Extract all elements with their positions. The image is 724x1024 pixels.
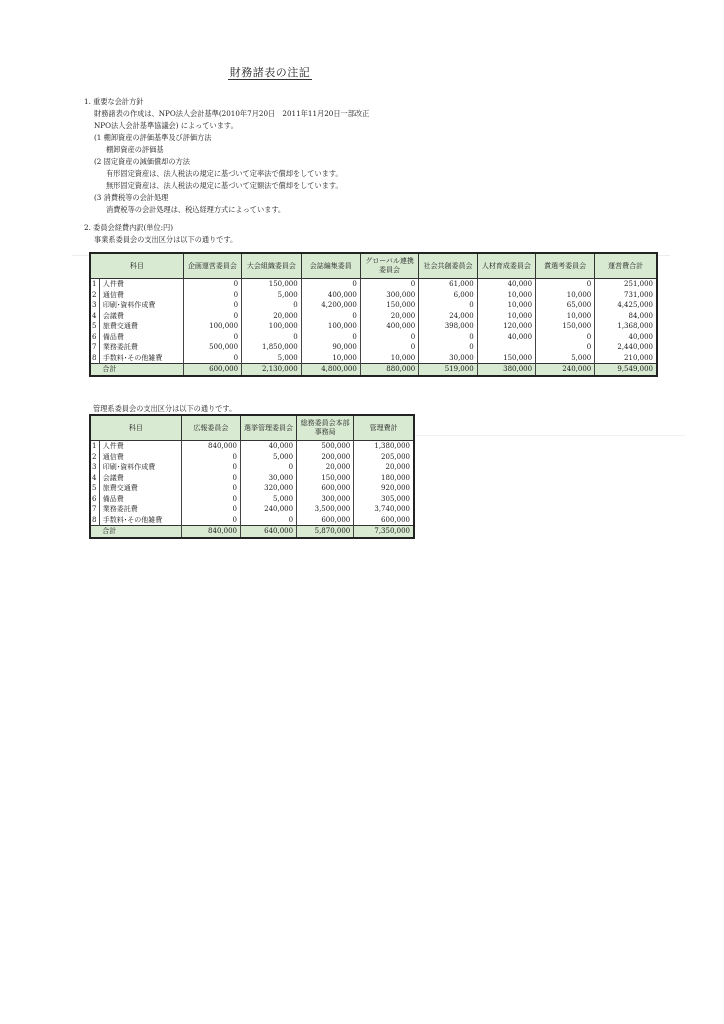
header-col: 管理費計	[354, 415, 414, 441]
row-number: 4	[90, 473, 99, 484]
table-row	[90, 300, 657, 311]
row-value: 500,000	[183, 342, 241, 353]
table-row	[90, 311, 657, 322]
row-value	[477, 342, 535, 353]
row-value: 0	[536, 332, 595, 343]
table-row	[90, 290, 657, 301]
row-value: 0	[536, 342, 595, 353]
row-value: 0	[242, 332, 302, 343]
table-row	[90, 473, 414, 484]
row-value: 150,000	[242, 279, 302, 290]
row-item: 人件費	[99, 441, 181, 452]
note-heading-2: 2. 委員会経費内訳(単位:円)	[84, 223, 174, 232]
row-value: 398,000	[419, 321, 477, 332]
table-row	[90, 279, 657, 290]
row-value: 4,200,000	[301, 300, 360, 311]
row-value: 40,000	[595, 332, 657, 343]
total-value: 519,000	[419, 364, 477, 376]
note-text: NPO法人会計基準協議会) によっています。	[94, 121, 238, 130]
row-value: 1,368,000	[595, 321, 657, 332]
management-committee-table	[89, 414, 415, 539]
row-value: 200,000	[297, 452, 354, 463]
row-value: 0	[181, 494, 240, 505]
row-value: 20,000	[354, 462, 414, 473]
row-value: 600,000	[297, 483, 354, 494]
row-value: 731,000	[595, 290, 657, 301]
row-value: 0	[242, 300, 302, 311]
row-value: 0	[183, 332, 241, 343]
row-value: 150,000	[536, 321, 595, 332]
note-subheading: (1 棚卸資産の評価基準及び評価方法	[94, 133, 212, 142]
header-col: 運営費合計	[595, 253, 657, 279]
row-number: 5	[90, 483, 99, 494]
row-value: 30,000	[241, 473, 297, 484]
row-value: 600,000	[354, 515, 414, 526]
header-col: グローバル連携委員会	[360, 253, 418, 279]
row-value: 0	[181, 515, 240, 526]
table-row	[90, 462, 414, 473]
header-col: 大会組織委員会	[242, 253, 302, 279]
row-value: 0	[181, 462, 240, 473]
row-value: 10,000	[477, 290, 535, 301]
row-item: 備品費	[99, 494, 181, 505]
row-value: 120,000	[477, 321, 535, 332]
row-value: 0	[181, 473, 240, 484]
row-number: 6	[90, 332, 99, 343]
header-col: 賞選考委員会	[536, 253, 595, 279]
total-value: 7,350,000	[354, 526, 414, 538]
row-number: 8	[90, 353, 99, 364]
row-value: 180,000	[354, 473, 414, 484]
note-subheading: (3 消費税等の会計処理	[94, 193, 169, 202]
table-row	[90, 353, 657, 364]
table-row	[90, 483, 414, 494]
row-value: 0	[181, 504, 240, 515]
header-item: 科目	[90, 253, 183, 279]
row-value: 0	[360, 342, 418, 353]
row-value: 300,000	[297, 494, 354, 505]
business-committee-table	[89, 252, 658, 377]
row-value: 5,000	[242, 353, 302, 364]
row-number: 3	[90, 300, 99, 311]
row-value: 24,000	[419, 311, 477, 322]
row-value: 0	[183, 290, 241, 301]
note-subheading: (2 固定資産の減価償却の方法	[94, 157, 190, 166]
row-value: 0	[183, 353, 241, 364]
row-value: 840,000	[181, 441, 240, 452]
row-value: 0	[181, 452, 240, 463]
business-caption: 事業系委員会の支出区分は以下の通りです。	[94, 235, 238, 244]
note-text: 消費税等の会計処理は、税込経理方式によっています。	[106, 205, 286, 214]
row-value: 10,000	[301, 353, 360, 364]
row-number	[90, 364, 99, 376]
table-row	[90, 515, 414, 526]
row-value: 20,000	[242, 311, 302, 322]
row-number: 3	[90, 462, 99, 473]
row-value: 150,000	[360, 300, 418, 311]
note-text: 無形固定資産は、法人税法の規定に基づいて定額法で償却をしています。	[106, 181, 343, 190]
row-number: 7	[90, 504, 99, 515]
header-col: 総務委員会本部事務局	[297, 415, 354, 441]
table-row	[90, 441, 414, 452]
row-value: 0	[360, 332, 418, 343]
header-item: 科目	[90, 415, 181, 441]
row-value: 150,000	[477, 353, 535, 364]
row-item: 業務委託費	[99, 342, 183, 353]
row-value: 0	[419, 342, 477, 353]
row-value: 400,000	[360, 321, 418, 332]
row-value: 90,000	[301, 342, 360, 353]
row-value: 10,000	[536, 290, 595, 301]
row-value: 40,000	[477, 332, 535, 343]
row-number: 7	[90, 342, 99, 353]
row-number	[90, 526, 99, 538]
row-item: 手数料･その他雑費	[99, 353, 183, 364]
row-value: 3,500,000	[297, 504, 354, 515]
row-item: 印刷･資料作成費	[99, 462, 181, 473]
row-value: 210,000	[595, 353, 657, 364]
row-value: 100,000	[183, 321, 241, 332]
total-value: 840,000	[181, 526, 240, 538]
table-row	[90, 494, 414, 505]
row-value: 5,000	[241, 452, 297, 463]
header-col: 選挙管理委員会	[241, 415, 297, 441]
notes-section	[84, 96, 369, 216]
total-row	[90, 364, 657, 376]
row-value: 84,000	[595, 311, 657, 322]
row-value: 0	[419, 332, 477, 343]
row-item: 備品費	[99, 332, 183, 343]
row-value: 0	[241, 515, 297, 526]
table-row	[90, 504, 414, 515]
row-number: 5	[90, 321, 99, 332]
row-number: 1	[90, 441, 99, 452]
row-value: 0	[183, 279, 241, 290]
row-value: 500,000	[297, 441, 354, 452]
row-value: 1,850,000	[242, 342, 302, 353]
row-value: 20,000	[297, 462, 354, 473]
row-item: 旅費交通費	[99, 483, 181, 494]
row-value: 4,425,000	[595, 300, 657, 311]
note-text: 財務諸表の作成は、NPO法人会計基準(2010年7月20日 2011年11月20日一部改正	[94, 109, 370, 118]
row-value: 5,000	[241, 494, 297, 505]
total-value: 4,800,000	[301, 364, 360, 376]
total-value: 240,000	[536, 364, 595, 376]
row-value: 0	[301, 279, 360, 290]
row-value: 30,000	[419, 353, 477, 364]
row-number: 6	[90, 494, 99, 505]
row-item: 手数料･その他雑費	[99, 515, 181, 526]
note-heading-1: 1. 重要な会計方針	[84, 97, 144, 106]
row-value: 0	[419, 300, 477, 311]
row-value: 320,000	[241, 483, 297, 494]
note-text: 棚卸資産の評価基	[106, 145, 164, 154]
row-item: 人件費	[99, 279, 183, 290]
row-number: 4	[90, 311, 99, 322]
row-value: 10,000	[477, 311, 535, 322]
row-number: 2	[90, 452, 99, 463]
row-value: 0	[183, 311, 241, 322]
row-value: 0	[181, 483, 240, 494]
row-item: 業務委託費	[99, 504, 181, 515]
row-number: 2	[90, 290, 99, 301]
total-value: 880,000	[360, 364, 418, 376]
row-value: 3,740,000	[354, 504, 414, 515]
row-item: 印刷･資料作成費	[99, 300, 183, 311]
row-value: 300,000	[360, 290, 418, 301]
row-value: 150,000	[297, 473, 354, 484]
row-value: 10,000	[360, 353, 418, 364]
note-text: 有形固定資産は、法人税法の規定に基づいて定率法で償却をしています。	[106, 169, 343, 178]
total-value: 380,000	[477, 364, 535, 376]
row-number: 8	[90, 515, 99, 526]
row-value: 100,000	[301, 321, 360, 332]
header-col: 企画運営委員会	[183, 253, 241, 279]
row-value: 205,000	[354, 452, 414, 463]
divider	[415, 435, 685, 436]
row-value: 920,000	[354, 483, 414, 494]
total-label: 合計	[99, 364, 183, 376]
row-value: 0	[241, 462, 297, 473]
total-value: 2,130,000	[242, 364, 302, 376]
total-value: 640,000	[241, 526, 297, 538]
row-value: 2,440,000	[595, 342, 657, 353]
row-value: 0	[536, 279, 595, 290]
expense-section	[84, 222, 237, 246]
row-value: 6,000	[419, 290, 477, 301]
row-value: 61,000	[419, 279, 477, 290]
row-value: 100,000	[242, 321, 302, 332]
row-value: 240,000	[241, 504, 297, 515]
document-title: 財務諸表の注記	[229, 66, 311, 79]
row-value: 5,000	[536, 353, 595, 364]
table-row	[90, 452, 414, 463]
row-item: 会議費	[99, 311, 183, 322]
row-value: 0	[301, 332, 360, 343]
row-item: 通信費	[99, 290, 183, 301]
row-value: 40,000	[241, 441, 297, 452]
total-value: 5,870,000	[297, 526, 354, 538]
total-label: 合計	[99, 526, 181, 538]
row-value: 0	[301, 311, 360, 322]
row-value: 0	[360, 279, 418, 290]
row-item: 会議費	[99, 473, 181, 484]
row-number: 1	[90, 279, 99, 290]
row-value: 400,000	[301, 290, 360, 301]
table-row	[90, 321, 657, 332]
row-value: 305,000	[354, 494, 414, 505]
header-col: 人材育成委員会	[477, 253, 535, 279]
header-col: 広報委員会	[181, 415, 240, 441]
management-caption: 管理系委員会の支出区分は以下の通りです。	[93, 404, 237, 413]
header-col: 会誌編集委員	[301, 253, 360, 279]
row-value: 600,000	[297, 515, 354, 526]
row-value: 1,380,000	[354, 441, 414, 452]
row-value: 251,000	[595, 279, 657, 290]
table-row	[90, 332, 657, 343]
header-col: 社会共創委員会	[419, 253, 477, 279]
total-value: 600,000	[183, 364, 241, 376]
row-value: 20,000	[360, 311, 418, 322]
row-value: 0	[183, 300, 241, 311]
row-value: 65,000	[536, 300, 595, 311]
row-value: 10,000	[536, 311, 595, 322]
table-row	[90, 342, 657, 353]
row-value: 40,000	[477, 279, 535, 290]
row-value: 5,000	[242, 290, 302, 301]
total-value: 9,549,000	[595, 364, 657, 376]
row-item: 通信費	[99, 452, 181, 463]
total-row	[90, 526, 414, 538]
row-item: 旅費交通費	[99, 321, 183, 332]
row-value: 10,000	[477, 300, 535, 311]
